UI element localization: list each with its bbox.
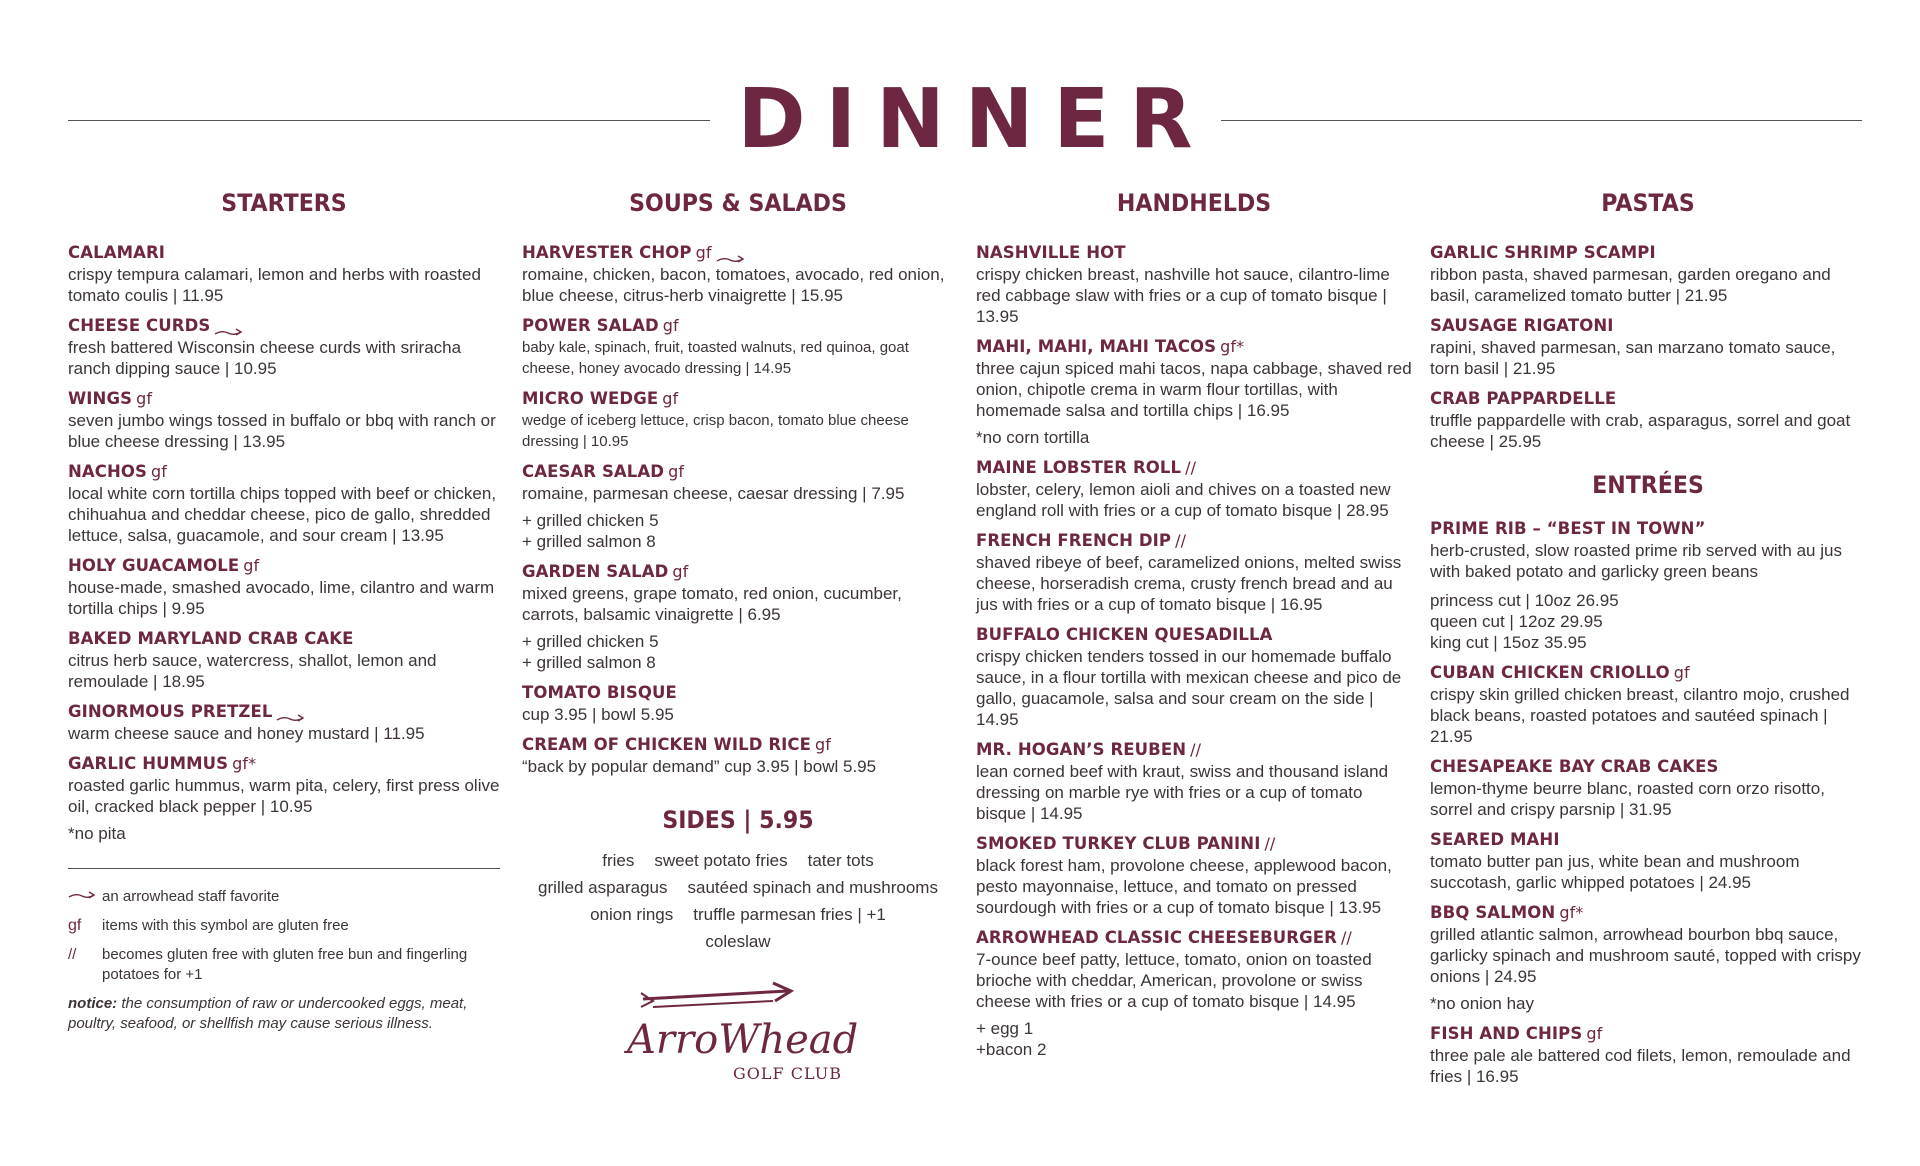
diet-tag: gf* [1220, 337, 1245, 356]
item-note: *no corn tortilla [976, 428, 1090, 447]
item-name [68, 753, 500, 775]
diet-tag: // [1264, 834, 1276, 853]
item-description: roasted garlic hummus, warm pita, celery, first press olive oil, cracked black pepper | 10.95 [68, 776, 500, 816]
menu-item [522, 734, 954, 777]
sides-title: SIDES | 5.95 [662, 806, 814, 834]
addon-item: + grilled chicken 5 [522, 511, 659, 530]
menu-item [68, 242, 500, 306]
item-title: FISH AND CHIPS [1430, 1024, 1583, 1043]
menu-item [522, 315, 954, 379]
item-description: romaine, parmesan cheese, caesar dressing | 7.95 [522, 484, 905, 503]
menu-item [68, 461, 500, 546]
arrow-icon [716, 249, 746, 259]
item-title: MAINE LOBSTER ROLL [976, 458, 1182, 477]
diet-tag: gf [136, 389, 153, 408]
arrow-icon [214, 322, 244, 332]
item-title: FRENCH FRENCH DIP [976, 531, 1172, 550]
item-description: fresh battered Wisconsin cheese curds with sriracha ranch dipping sauce | 10.95 [68, 338, 462, 378]
menu-item [522, 561, 954, 673]
item-title: CALAMARI [68, 243, 165, 262]
handhelds-column [976, 186, 1412, 1069]
diet-tag: // [1185, 458, 1197, 477]
menu-item [68, 555, 500, 619]
item-name [68, 315, 500, 337]
item-name [1430, 756, 1866, 778]
item-name [68, 555, 500, 577]
legend-slash [68, 945, 500, 985]
gf-symbol: gf [68, 917, 82, 934]
item-description: black forest ham, provolone cheese, applewood bacon, pesto mayonnaise, lettuce, and tomato on pressed sourdough with fries or a cup of tomato bisque | 13.95 [976, 856, 1392, 917]
diet-tag: // [1175, 531, 1187, 550]
item-title: WINGS [68, 389, 133, 408]
menu-item [1430, 829, 1866, 893]
diet-tag: // [1190, 740, 1202, 759]
handhelds-title: HANDHELDS [1116, 189, 1272, 217]
sides-row [522, 928, 954, 955]
item-title: CAESAR SALAD [522, 462, 665, 481]
diet-tag: gf [662, 389, 679, 408]
sides-row [522, 901, 954, 928]
item-name [68, 242, 500, 264]
item-title: BBQ SALMON [1430, 903, 1556, 922]
item-name [522, 682, 954, 704]
item-name [976, 739, 1412, 761]
diet-tag: gf [672, 562, 689, 581]
item-description: crispy chicken tenders tossed in our homemade buffalo sauce, in a flour tortilla with mexican cheese and pico de gallo, guacamole, salsa and sour cream on the side | 14.95 [976, 647, 1402, 729]
arrow-icon [68, 887, 102, 907]
item-description: “back by popular demand” cup 3.95 | bowl 5.95 [522, 757, 877, 776]
soups-column [522, 186, 954, 1087]
logo-subtitle: GOLF CLUB [733, 1064, 842, 1083]
menu-item [522, 242, 954, 306]
item-note: *no onion hay [1430, 994, 1534, 1013]
menu-item [522, 682, 954, 725]
addon-list [522, 510, 954, 552]
item-description: citrus herb sauce, watercress, shallot, lemon and remoulade | 18.95 [68, 651, 437, 691]
soups-list [522, 242, 954, 777]
item-description: local white corn tortilla chips topped with beef or chicken, chihuahua and cheddar cheese, pico de gallo, shredded lettuce, salsa, guacamole, and sour cream | 13.95 [68, 484, 497, 545]
diet-tag: // [1340, 928, 1352, 947]
item-name [68, 701, 500, 723]
price-list [1430, 590, 1866, 653]
addon-item: + grilled salmon 8 [522, 532, 656, 551]
header-rule-right [1221, 120, 1863, 121]
menu-item [976, 530, 1412, 615]
item-name [522, 315, 954, 337]
item-title: CHESAPEAKE BAY CRAB CAKES [1430, 757, 1719, 776]
item-description: 7-ounce beef patty, lettuce, tomato, onion on toasted brioche with cheddar, American, provolone or swiss cheese with fries or a cup of tomato bisque | 14.95 [976, 950, 1372, 1011]
diet-tag: gf [1673, 663, 1690, 682]
menu-item [1430, 518, 1866, 653]
header-rule-left [68, 120, 710, 121]
price-option: queen cut | 12oz 29.95 [1430, 612, 1603, 631]
starters-title: STARTERS [221, 189, 347, 217]
menu-item [522, 388, 954, 452]
item-title: GINORMOUS PRETZEL [68, 702, 273, 721]
item-title: CHEESE CURDS [68, 316, 211, 335]
item-description: truffle pappardelle with crab, asparagus, sorrel and goat cheese | 25.95 [1430, 411, 1851, 451]
item-description: crispy chicken breast, nashville hot sauce, cilantro-lime red cabbage slaw with fries or a cup of tomato bisque | 13.95 [976, 265, 1390, 326]
diet-tag: gf [814, 735, 831, 754]
item-description: tomato butter pan jus, white bean and mushroom succotash, garlic whipped potatoes | 24.95 [1430, 852, 1800, 892]
item-title: MR. HOGAN’S REUBEN [976, 740, 1187, 759]
addon-list [976, 1018, 1412, 1060]
item-title: GARLIC SHRIMP SCAMPI [1430, 243, 1656, 262]
diet-tag: gf [1586, 1024, 1603, 1043]
menu-item [976, 336, 1412, 448]
page-title: DINNER [737, 72, 1213, 167]
menu-item [68, 701, 500, 744]
item-note: *no pita [68, 824, 126, 843]
notice [68, 994, 500, 1034]
addon-item: + grilled chicken 5 [522, 632, 659, 651]
item-description: baby kale, spinach, fruit, toasted walnuts, red quinoa, goat cheese, honey avocado dressing | 14.95 [522, 339, 909, 377]
item-title: CREAM OF CHICKEN WILD RICE [522, 735, 811, 754]
legend-divider [68, 868, 500, 869]
entrees-title: ENTRÉES [1592, 471, 1704, 499]
item-description: lobster, celery, lemon aioli and chives on a toasted new england roll with fries or a cup of tomato bisque | 28.95 [976, 480, 1391, 520]
item-description: crispy tempura calamari, lemon and herbs with roasted tomato coulis | 11.95 [68, 265, 481, 305]
item-description: romaine, chicken, bacon, tomatoes, avocado, red onion, blue cheese, citrus-herb vinaigrette | 15.95 [522, 265, 945, 305]
item-description: seven jumbo wings tossed in buffalo or bbq with ranch or blue cheese dressing | 13.95 [68, 411, 496, 451]
item-description: wedge of iceberg lettuce, crisp bacon, tomato blue cheese dressing | 10.95 [522, 412, 909, 450]
diet-tag: gf [243, 556, 260, 575]
legend-slash-text: becomes gluten free with gluten free bun and fingerling potatoes for +1 [102, 946, 468, 983]
item-description: herb-crusted, slow roasted prime rib served with au jus with baked potato and garlicky green beans [1430, 541, 1842, 581]
sides-row [522, 847, 954, 874]
diet-tag: gf [151, 462, 168, 481]
item-name [1430, 662, 1866, 684]
legend-gf [68, 916, 500, 936]
side-item: truffle parmesan fries | +1 [693, 905, 886, 924]
item-description: grilled atlantic salmon, arrowhead bourbon bbq sauce, garlicky spinach and mushroom sauté, topped with crispy onions | 24.95 [1430, 925, 1861, 986]
side-item: sweet potato fries [654, 851, 788, 870]
menu-item [976, 457, 1412, 521]
item-name [1430, 829, 1866, 851]
item-name [522, 242, 954, 264]
item-description: cup 3.95 | bowl 5.95 [522, 705, 674, 724]
diet-tag: gf [695, 243, 712, 262]
sides-row [522, 874, 954, 901]
menu-item [68, 628, 500, 692]
menu-item [976, 833, 1412, 918]
item-name [522, 734, 954, 756]
soups-title: SOUPS & SALADS [629, 189, 847, 217]
item-title: ARROWHEAD CLASSIC CHEESEBURGER [976, 928, 1337, 947]
menu-item [976, 624, 1412, 730]
item-title: SEARED MAHI [1430, 830, 1560, 849]
item-name [1430, 902, 1866, 924]
item-description: warm cheese sauce and honey mustard | 11.95 [68, 724, 425, 743]
diet-tag: gf* [232, 754, 257, 773]
item-title: BUFFALO CHICKEN QUESADILLA [976, 625, 1273, 644]
legend-gf-text: items with this symbol are gluten free [102, 917, 349, 934]
item-name [522, 388, 954, 410]
item-description: rapini, shaved parmesan, san marzano tomato sauce, torn basil | 21.95 [1430, 338, 1836, 378]
item-description: three cajun spiced mahi tacos, napa cabbage, shaved red onion, chipotle crema in warm flour tortillas, with homemade salsa and tortilla chips | 16.95 [976, 359, 1412, 420]
item-name [522, 561, 954, 583]
item-description: lemon-thyme beurre blanc, roasted corn orzo risotto, sorrel and crispy parsnip | 31.95 [1430, 779, 1825, 819]
notice-label: notice: [68, 995, 118, 1012]
entrees-list [1430, 518, 1866, 1087]
item-title: HOLY GUACAMOLE [68, 556, 240, 575]
item-name [1430, 315, 1866, 337]
item-name [976, 336, 1412, 358]
starters-list [68, 242, 500, 844]
item-name [1430, 388, 1866, 410]
item-title: GARDEN SALAD [522, 562, 669, 581]
menu-item [976, 927, 1412, 1060]
legend-favorite [68, 887, 500, 907]
pastas-column [1430, 186, 1866, 1096]
item-description: ribbon pasta, shaved parmesan, garden oregano and basil, caramelized tomato butter | 21.95 [1430, 265, 1831, 305]
addon-item: + grilled salmon 8 [522, 653, 656, 672]
legend-favorite-text: an arrowhead staff favorite [102, 888, 280, 905]
item-title: CRAB PAPPARDELLE [1430, 389, 1617, 408]
side-item: onion rings [590, 905, 674, 924]
item-name [68, 461, 500, 483]
price-option: princess cut | 10oz 26.95 [1430, 591, 1619, 610]
logo-wordmark: ArroWhead [627, 1017, 859, 1063]
diet-tag: gf [662, 316, 679, 335]
menu-item [1430, 756, 1866, 820]
item-title: CUBAN CHICKEN CRIOLLO [1430, 663, 1670, 682]
item-title: GARLIC HUMMUS [68, 754, 229, 773]
addon-item: + egg 1 [976, 1019, 1034, 1038]
addon-list [522, 631, 954, 673]
menu-item [1430, 902, 1866, 1014]
menu-item [522, 461, 954, 552]
menu-item [976, 739, 1412, 824]
item-name [976, 927, 1412, 949]
item-title: NACHOS [68, 462, 148, 481]
addon-item: +bacon 2 [976, 1040, 1047, 1059]
item-description: shaved ribeye of beef, caramelized onions, melted swiss cheese, horseradish crema, crusty french bread and au jus with fries or a cup of tomato bisque | 16.95 [976, 553, 1402, 614]
menu-item [976, 242, 1412, 327]
menu-item [68, 753, 500, 844]
side-item: sautéed spinach and mushrooms [687, 878, 938, 897]
item-name [976, 242, 1412, 264]
item-name [1430, 242, 1866, 264]
item-name [68, 628, 500, 650]
item-name [68, 388, 500, 410]
side-item: coleslaw [705, 932, 771, 951]
diet-tag: gf* [1559, 903, 1584, 922]
item-description: house-made, smashed avocado, lime, cilantro and warm tortilla chips | 9.95 [68, 578, 495, 618]
slash-symbol: // [68, 946, 77, 963]
item-title: MAHI, MAHI, MAHI TACOS [976, 337, 1217, 356]
item-name [976, 833, 1412, 855]
diet-tag: gf [668, 462, 685, 481]
item-title: NASHVILLE HOT [976, 243, 1126, 262]
item-title: TOMATO BISQUE [522, 683, 677, 702]
item-description: mixed greens, grape tomato, red onion, cucumber, carrots, balsamic vinaigrette | 6.95 [522, 584, 902, 624]
side-item: fries [602, 851, 635, 870]
item-title: POWER SALAD [522, 316, 659, 335]
item-title: HARVESTER CHOP [522, 243, 692, 262]
item-name [976, 530, 1412, 552]
item-description: three pale ale battered cod filets, lemon, remoulade and fries | 16.95 [1430, 1046, 1851, 1086]
pastas-title: PASTAS [1601, 189, 1695, 217]
item-name [976, 624, 1412, 646]
item-description: lean corned beef with kraut, swiss and thousand island dressing on marble rye with fries or a cup of tomato bisque | 14.95 [976, 762, 1389, 823]
item-title: SMOKED TURKEY CLUB PANINI [976, 834, 1261, 853]
starters-column [68, 186, 500, 1034]
sides-list [522, 847, 954, 955]
side-item: grilled asparagus [538, 878, 668, 897]
menu-item [1430, 388, 1866, 452]
pastas-list [1430, 242, 1866, 452]
item-title: BAKED MARYLAND CRAB CAKE [68, 629, 354, 648]
menu-item [68, 388, 500, 452]
item-description: crispy skin grilled chicken breast, cilantro mojo, crushed black beans, roasted potatoes and sautéed spinach | 21.95 [1430, 685, 1850, 746]
menu-item [68, 315, 500, 379]
menu-header [68, 70, 1862, 170]
notice-text: the consumption of raw or undercooked eggs, meat, poultry, seafood, or shellfish may cause serious illness. [68, 995, 468, 1032]
menu-item [1430, 662, 1866, 747]
arrow-icon [276, 708, 306, 718]
item-title: PRIME RIB – “BEST IN TOWN” [1430, 519, 1706, 538]
handhelds-list [976, 242, 1412, 1060]
item-title: SAUSAGE RIGATONI [1430, 316, 1614, 335]
item-title: MICRO WEDGE [522, 389, 659, 408]
item-name [1430, 518, 1866, 540]
item-name [522, 461, 954, 483]
price-option: king cut | 15oz 35.95 [1430, 633, 1587, 652]
menu-item [1430, 242, 1866, 306]
item-name [1430, 1023, 1866, 1045]
menu-item [1430, 1023, 1866, 1087]
arrowhead-logo [613, 977, 863, 1087]
side-item: tater tots [807, 851, 874, 870]
menu-item [1430, 315, 1866, 379]
item-name [976, 457, 1412, 479]
